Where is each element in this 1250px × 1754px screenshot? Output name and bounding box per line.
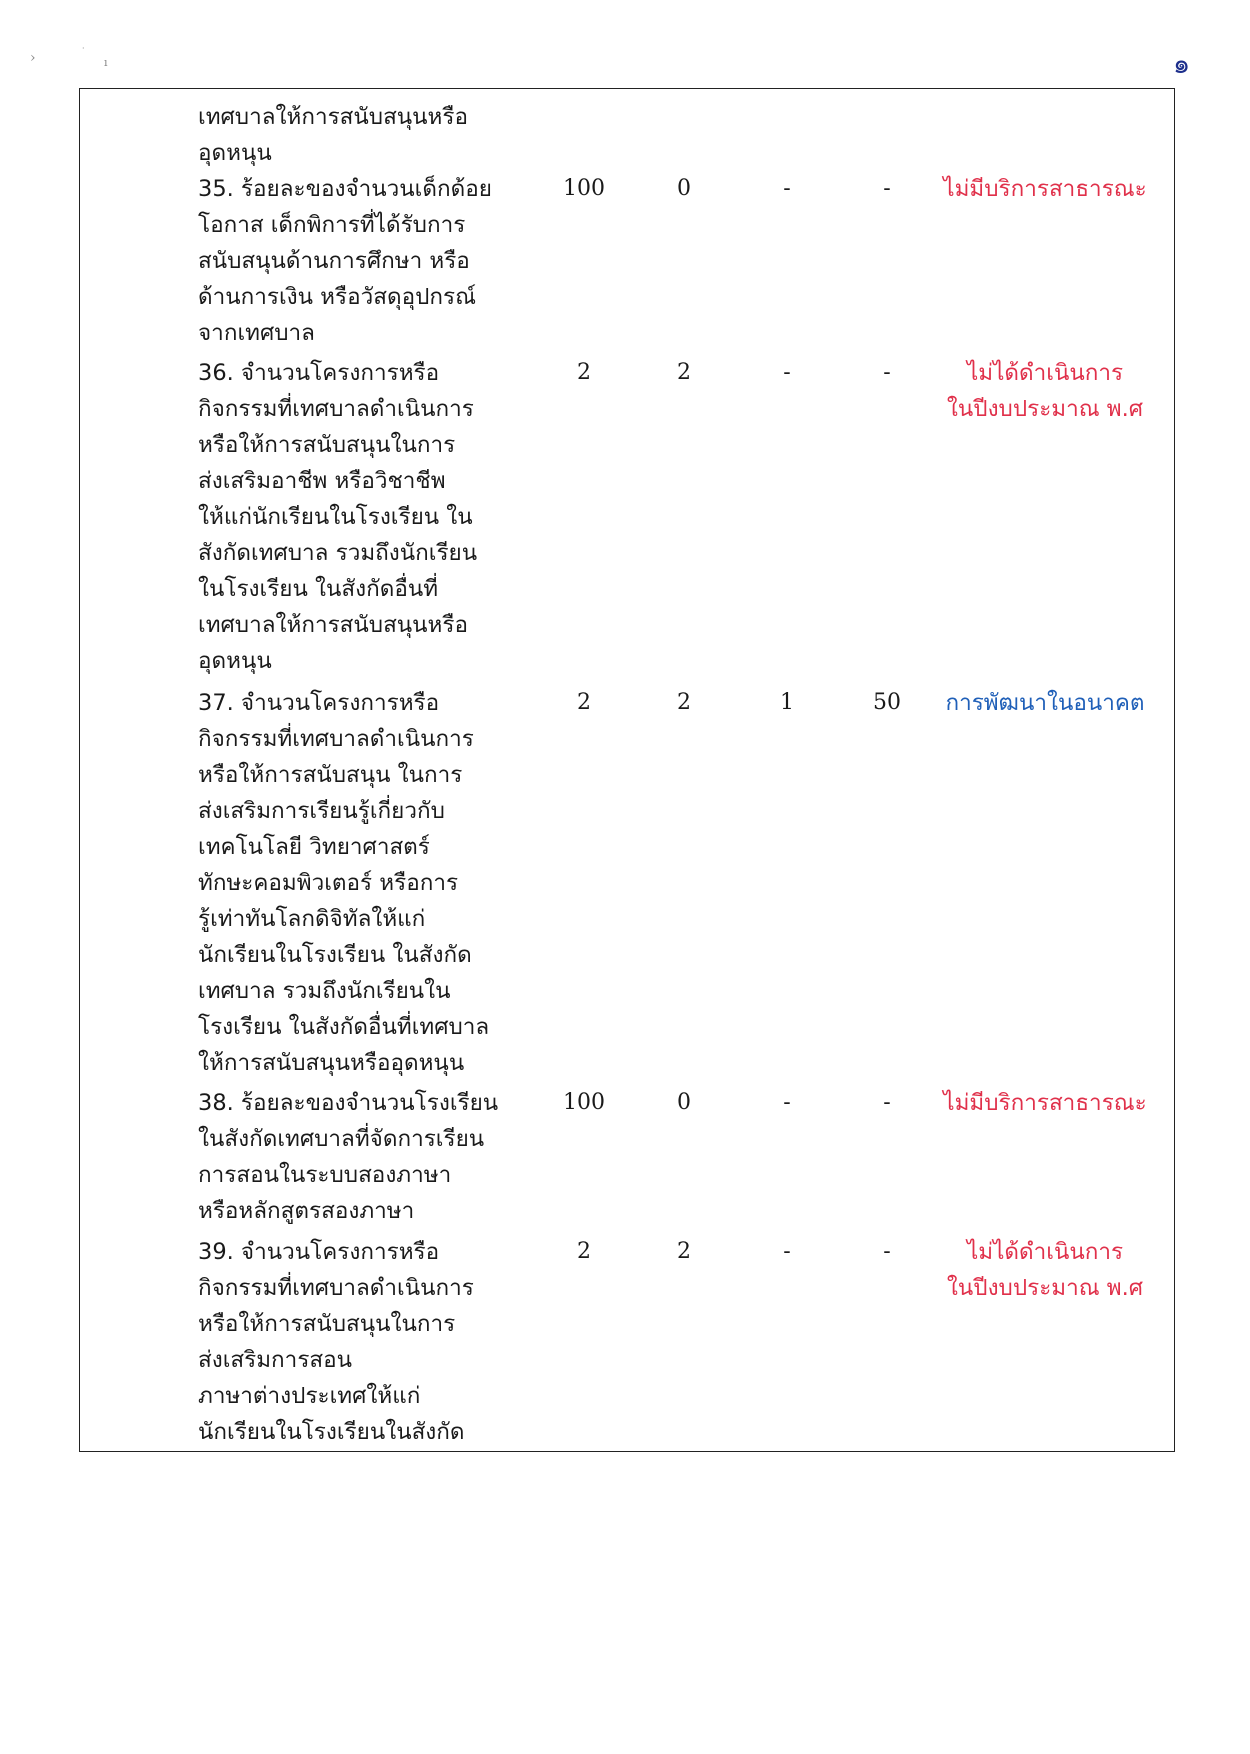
indicator-line: เทคโนโลยี วิทยาศาสตร์ [198,834,430,860]
indicator-line: ในโรงเรียน ในสังกัดอื่นที่ [198,576,439,602]
indicator-line: หรือหลักสูตรสองภาษา [198,1198,415,1224]
indicator-line: รู้เท่าทันโลกดิจิทัลให้แก่ [198,906,426,932]
indicator-line: โอกาส เด็กพิการที่ได้รับการ [198,212,466,238]
indicator-text [198,99,538,171]
page-number: ๑ [1173,49,1191,80]
indicator-line: ส่งเสริมการสอน [198,1347,353,1373]
status-note [920,355,1170,427]
status-line: การพัฒนาในอนาคต [945,690,1145,716]
indicator-line: ส่งเสริมการเรียนรู้เกี่ยวกับ [198,798,445,824]
indicator-text [198,355,538,679]
indicator-table [79,88,1175,1452]
status-note [920,1234,1170,1306]
indicator-line: 37. จำนวนโครงการหรือ [198,690,440,716]
percent-value: - [883,360,891,385]
indicator-line: เทศบาลให้การสนับสนุนหรือ [198,104,468,130]
indicator-line: กิจกรรมที่เทศบาลดำเนินการ [198,1275,474,1301]
status-note [920,1085,1170,1121]
indicator-line: จากเทศบาล [198,320,315,346]
target-value: 2 [577,360,591,385]
actual-value: 0 [677,176,691,201]
indicator-line: สนับสนุนด้านการศึกษา หรือ [198,248,470,274]
status-line: ไม่ได้ดำเนินการ [966,360,1124,386]
actual-value: 0 [677,1090,691,1115]
indicator-line: 35. ร้อยละของจำนวนเด็กด้อย [198,176,492,202]
indicator-line: 39. จำนวนโครงการหรือ [198,1239,440,1265]
actual-value: 2 [677,360,691,385]
indicator-line: การสอนในระบบสองภาษา [198,1162,452,1188]
percent-value: 50 [873,690,901,715]
indicator-text [198,171,538,351]
scan-artifact: › [30,50,36,66]
result-value: - [783,1090,791,1115]
result-value: - [783,360,791,385]
status-line: ไม่มีบริการสาธารณะ [943,1090,1147,1116]
result-value: 1 [780,690,794,715]
percent-value: - [883,1090,891,1115]
indicator-line: 38. ร้อยละของจำนวนโรงเรียน [198,1090,499,1116]
status-note [920,171,1170,207]
indicator-line: 36. จำนวนโครงการหรือ [198,360,440,386]
status-line: ในปีงบประมาณ พ.ศ [946,396,1144,422]
indicator-line: อุดหนุน [198,140,272,166]
indicator-text [198,1085,538,1229]
actual-value: 2 [677,690,691,715]
status-note [920,685,1170,721]
indicator-line: นักเรียนในโรงเรียนในสังกัด [198,1419,465,1445]
status-line: ไม่ได้ดำเนินการ [966,1239,1124,1265]
percent-value: - [883,1239,891,1264]
indicator-text [198,1234,538,1450]
indicator-text [198,685,538,1081]
percent-value: - [883,176,891,201]
indicator-line: ในสังกัดเทศบาลที่จัดการเรียน [198,1126,485,1152]
indicator-line: ส่งเสริมอาชีพ หรือวิชาชีพ [198,468,446,494]
indicator-line: ด้านการเงิน หรือวัสดุอุปกรณ์ [198,284,476,310]
indicator-line: เทศบาล รวมถึงนักเรียนใน [198,978,451,1004]
target-value: 100 [563,1090,605,1115]
indicator-line: กิจกรรมที่เทศบาลดำเนินการ [198,726,474,752]
target-value: 2 [577,690,591,715]
indicator-line: อุดหนุน [198,648,272,674]
indicator-line: เทศบาลให้การสนับสนุนหรือ [198,612,468,638]
indicator-line: กิจกรรมที่เทศบาลดำเนินการ [198,396,474,422]
result-value: - [783,176,791,201]
target-value: 2 [577,1239,591,1264]
indicator-line: ภาษาต่างประเทศให้แก่ [198,1383,421,1409]
indicator-line: หรือให้การสนับสนุนในการ [198,432,456,458]
scan-artifact: ı [104,56,108,69]
indicator-line: ทักษะคอมพิวเตอร์ หรือการ [198,870,459,896]
indicator-line: ให้แก่นักเรียนในโรงเรียน ใน [198,504,473,530]
indicator-line: โรงเรียน ในสังกัดอื่นที่เทศบาล [198,1014,490,1040]
target-value: 100 [563,176,605,201]
indicator-line: หรือให้การสนับสนุนในการ [198,1311,456,1337]
status-line: ไม่มีบริการสาธารณะ [943,176,1147,202]
result-value: - [783,1239,791,1264]
scan-artifact: · [82,44,85,53]
indicator-line: นักเรียนในโรงเรียน ในสังกัด [198,942,472,968]
indicator-line: สังกัดเทศบาล รวมถึงนักเรียน [198,540,478,566]
indicator-line: หรือให้การสนับสนุน ในการ [198,762,463,788]
status-line: ในปีงบประมาณ พ.ศ [946,1275,1144,1301]
indicator-line: ให้การสนับสนุนหรืออุดหนุน [198,1050,465,1076]
actual-value: 2 [677,1239,691,1264]
